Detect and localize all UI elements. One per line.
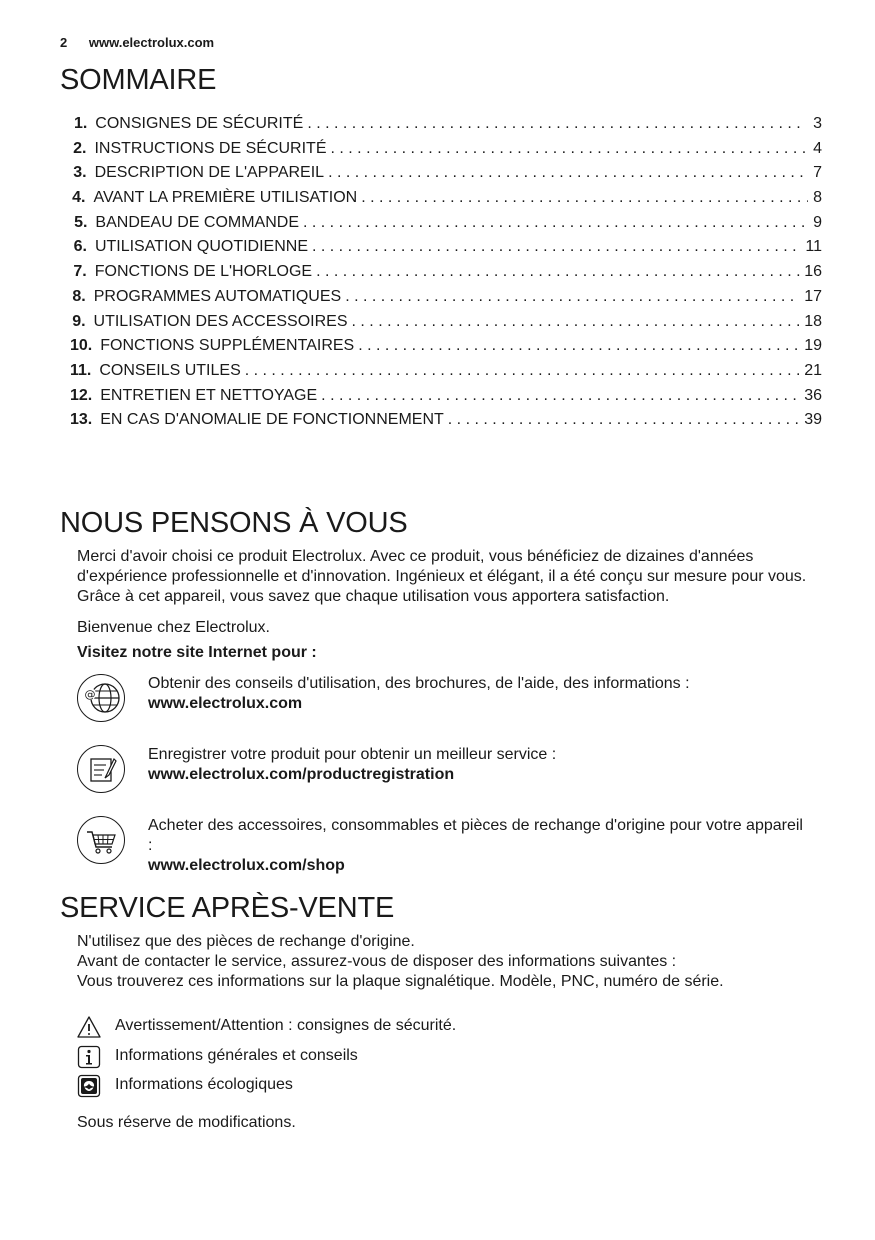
toc-number: 13. (70, 411, 93, 429)
toc-entry[interactable] (70, 189, 822, 214)
toc-title: PROGRAMMES AUTOMATIQUES (93, 287, 342, 305)
intro-paragraph: Merci d'avoir choisi ce produit Electrolux. Avec ce produit, vous bénéficiez de dizaines d'années d'expérience professionnelle et d'innovation. Ingénieux et élégant, il a été conçu sur mesure pour vous. Grâce à cet appareil, vous savez que chaque utilisation vous apportera satisfaction. (77, 548, 807, 605)
toc-title: FONCTIONS SUPPLÉMENTAIRES (100, 337, 355, 355)
toc-page-number: 11 (805, 238, 822, 256)
legend-text: Informations générales et conseils (115, 1047, 358, 1064)
toc-entry[interactable] (70, 140, 822, 165)
link-description: Enregistrer votre produit pour obtenir un meilleur service : (148, 746, 557, 763)
header-website[interactable]: www.electrolux.com (88, 35, 215, 50)
service-line: Vous trouverez ces informations sur la plaque signalétique. Modèle, PNC, numéro de série. (77, 973, 724, 990)
toc-number: 2. (73, 139, 87, 157)
service-line: N'utilisez que des pièces de rechange d'origine. (77, 933, 415, 950)
toc-number: 4. (72, 189, 86, 207)
visit-heading: Visitez notre site Internet pour : (77, 644, 317, 661)
toc-title: AVANT LA PREMIÈRE UTILISATION (93, 189, 358, 207)
globe-at-icon (77, 674, 125, 722)
toc-entry[interactable] (70, 313, 822, 338)
toc-leader-dots (245, 362, 800, 380)
registration-form-icon (77, 745, 125, 793)
toc-number: 3. (73, 164, 87, 182)
toc-page-number: 19 (804, 337, 822, 355)
toc-entry[interactable] (70, 411, 822, 436)
legend-text: Avertissement/Attention : consignes de sécurité. (115, 1017, 457, 1034)
toc-title: DESCRIPTION DE L'APPAREIL (94, 164, 325, 182)
toc-entry[interactable] (70, 288, 822, 313)
toc-leader-dots (303, 214, 806, 232)
toc-entry[interactable] (70, 263, 822, 288)
toc-entry[interactable] (70, 164, 822, 189)
toc-leader-dots (316, 263, 800, 281)
footer-note: Sous réserve de modifications. (77, 1114, 296, 1131)
toc-page-number: 8 (813, 189, 822, 207)
toc-page-number: 16 (804, 263, 822, 281)
toc-number: 8. (72, 287, 86, 305)
toc-entry[interactable] (70, 115, 822, 140)
warning-triangle-icon (77, 1015, 101, 1039)
link-description: Acheter des accessoires, consommables et pièces de rechange d'origine pour votre appareil : (148, 817, 803, 854)
toc-title: EN CAS D'ANOMALIE DE FONCTIONNEMENT (100, 411, 444, 429)
toc-title: UTILISATION DES ACCESSOIRES (93, 312, 348, 330)
toc-number: 10. (70, 337, 93, 355)
svg-text:@: @ (84, 688, 96, 701)
shop-link[interactable]: www.electrolux.com/shop (148, 857, 345, 874)
toc-entry[interactable] (70, 238, 822, 263)
welcome-text: Bienvenue chez Electrolux. (77, 619, 270, 636)
toc-leader-dots (321, 387, 800, 405)
toc-leader-dots (361, 189, 807, 207)
toc-entry[interactable] (70, 337, 822, 362)
toc-title: INSTRUCTIONS DE SÉCURITÉ (94, 139, 327, 157)
toc-page-number: 4 (813, 139, 822, 157)
toc-leader-dots (352, 313, 801, 331)
toc-title: ENTRETIEN ET NETTOYAGE (100, 386, 318, 404)
toc-number: 5. (74, 213, 88, 231)
registration-link[interactable]: www.electrolux.com/productregistration (148, 766, 455, 783)
nous-pensons-heading: NOUS PENSONS À VOUS (60, 507, 408, 539)
toc-title: FONCTIONS DE L'HORLOGE (94, 263, 313, 281)
toc-page-number: 3 (813, 115, 822, 132)
toc-page-number: 18 (804, 312, 822, 330)
toc-leader-dots (331, 140, 808, 158)
toc-number: 1. (73, 115, 88, 132)
toc-title: CONSIGNES DE SÉCURITÉ (95, 115, 304, 132)
toc-leader-dots (358, 337, 800, 355)
website-link[interactable]: www.electrolux.com (148, 695, 303, 712)
eco-leaf-icon (77, 1074, 101, 1098)
toc-page-number: 21 (804, 361, 822, 379)
toc-number: 9. (72, 312, 86, 330)
sommaire-heading: SOMMAIRE (60, 64, 217, 96)
toc-leader-dots (448, 411, 800, 429)
service-paragraph (77, 932, 837, 992)
toc-entry[interactable] (70, 214, 822, 239)
info-icon (77, 1045, 101, 1069)
toc-entry[interactable] (70, 362, 822, 387)
toc-leader-dots (312, 238, 801, 256)
service-apres-vente-heading: SERVICE APRÈS-VENTE (60, 892, 395, 924)
shopping-cart-icon (77, 816, 125, 864)
toc-leader-dots (328, 164, 807, 182)
toc-entry[interactable] (70, 387, 822, 412)
page-number: 2 (60, 35, 68, 50)
toc-number: 12. (70, 386, 93, 404)
service-line: Avant de contacter le service, assurez-vous de disposer des informations suivantes : (77, 953, 677, 970)
toc-leader-dots (307, 115, 806, 133)
toc-page-number: 7 (813, 164, 822, 182)
page-header (60, 35, 214, 50)
toc-page-number: 9 (813, 213, 822, 231)
toc-page-number: 39 (804, 411, 822, 429)
toc-title: CONSEILS UTILES (99, 361, 241, 379)
toc-title: BANDEAU DE COMMANDE (95, 213, 299, 231)
toc-number: 6. (73, 238, 87, 256)
toc-page-number: 36 (804, 386, 822, 404)
toc-number: 11. (70, 361, 92, 379)
toc-page-number: 17 (804, 287, 822, 305)
toc-number: 7. (73, 263, 87, 281)
table-of-contents (70, 115, 822, 436)
toc-leader-dots (345, 288, 800, 306)
legend-text: Informations écologiques (115, 1076, 293, 1093)
toc-title: UTILISATION QUOTIDIENNE (94, 238, 308, 256)
link-description: Obtenir des conseils d'utilisation, des brochures, de l'aide, des informations : (148, 675, 690, 692)
